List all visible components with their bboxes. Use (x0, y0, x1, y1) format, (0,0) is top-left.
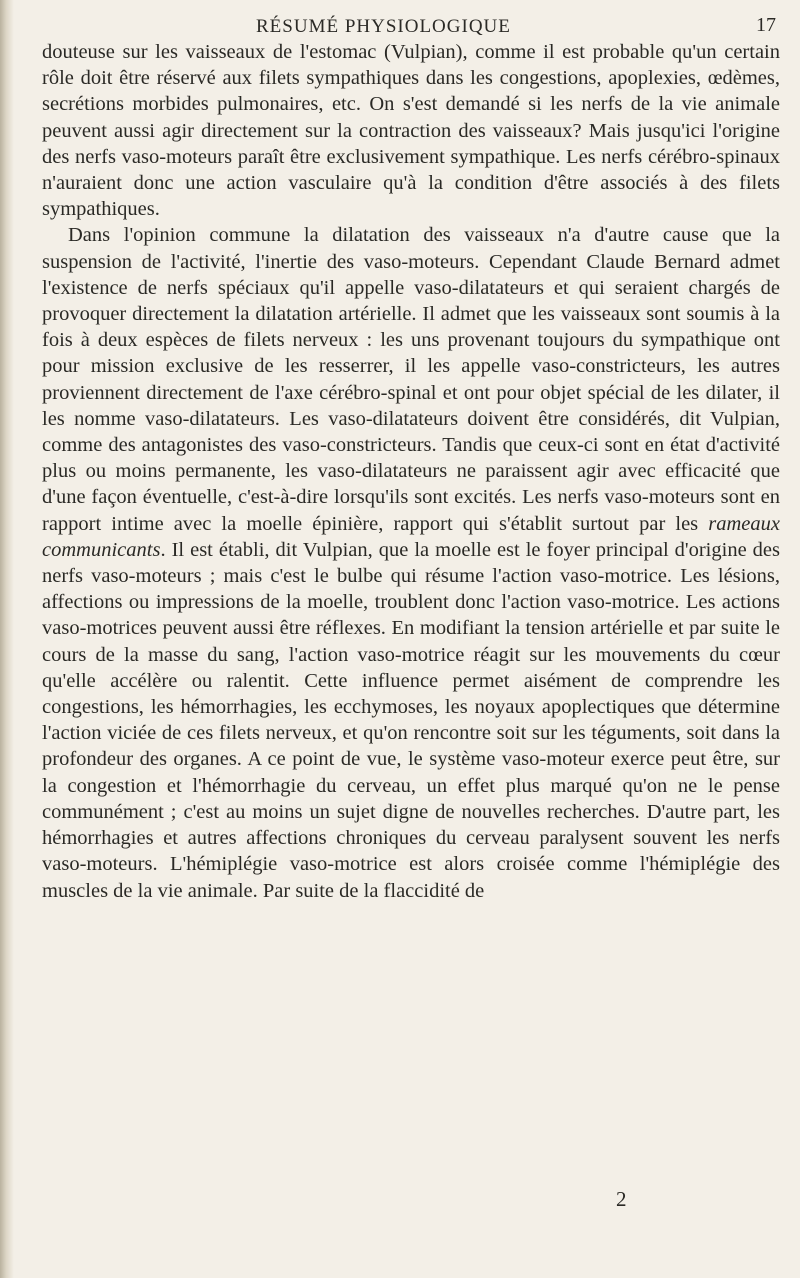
page-header (0, 10, 800, 40)
signature-mark: 2 (616, 1187, 627, 1211)
page-gutter-shadow (0, 0, 14, 1278)
paragraph-2-italic-term: rameaux communicants (42, 512, 780, 561)
running-title: RÉSUMÉ PHYSIOLOGIQUE (256, 16, 511, 37)
paragraph-2-text-start: Dans l'opinion commune la dilatation des vaisseaux n'a d'autre cause que la suspension de l'activité, l'inertie des vaso-moteurs. Cependant Claude Bernard admet l'existence de nerfs spéciaux qu'il appelle vaso-dilatateurs et qui seraient chargés de provoquer directement la dilatation artérielle. Il admet que les vaisseaux sont soumis à la fois à deux espèces de filets nerveux : les uns provenant toujours du sympathique ont pour mission exclusive de les resserrer, il les appelle vaso-constricteurs, les autres proviennent directement de l'axe cérébro-spinal et ont pour objet spécial de les dilater, il les nomme vaso-dilatateurs. Les vaso-dilatateurs doivent être considérés, dit Vulpian, comme des antagonistes des vaso-constricteurs. Tandis que ceux-ci sont en état d'activité plus ou moins permanente, les vaso-dilatateurs ne paraissent agir avec efficacité que d'une façon éventuelle, c'est-à-dire lorsqu'ils sont excités. Les nerfs vaso-moteurs sont en rapport intime avec la moelle épinière, rapport qui s'établit surtout par les (42, 224, 780, 535)
paragraph-1: douteuse sur les vaisseaux de l'estomac (Vulpian), comme il est probable qu'un certain rôle doit être réservé aux filets sympathiques dans les congestions, apoplexies, œdèmes, secrétions morbides pulmonaires, etc. On s'est demandé si les nerfs de la vie animale peuvent aussi agir directement sur la contraction des vaisseaux? Mais jusqu'ici l'origine des nerfs vaso-moteurs paraît être exclusivement sympathique. Les nerfs cérébro-spinaux n'auraient donc une action vasculaire qu'à la condition d'être associés à des filets sympathiques. (42, 41, 780, 221)
page-number: 17 (756, 14, 776, 36)
body-text (42, 39, 780, 904)
paragraph-2 (42, 222, 780, 903)
paragraph-2-text-end: . Il est établi, dit Vulpian, que la moelle est le foyer principal d'origine des nerfs vaso-moteurs ; mais c'est le bulbe qui résume l'action vaso-motrice. Les lésions, affections ou impressions de la moelle, troublent donc l'action vaso-motrice. Les actions vaso-motrices peuvent aussi être réflexes. En modifiant la tension artérielle et par suite le cours de la masse du sang, l'action vaso-motrice réagit sur les mouvements du cœur qu'elle accélère ou ralentit. Cette influence permet aisément de comprendre les congestions, les hémorrhagies, les ecchymoses, les noyaux apoplectiques que détermine l'action viciée de ces filets nerveux, et qu'on rencontre soit sur les téguments, soit dans la profondeur des organes. A ce point de vue, le système vaso-moteur exerce peut être, sur la congestion et l'hémorrhagie du cerveau, un effet plus marqué qu'on ne le pense communément ; c'est au moins un sujet digne de nouvelles recherches. D'autre part, les hémorrhagies et autres affections chroniques du cerveau paralysent souvent les nerfs vaso-moteurs. L'hémiplégie vaso-motrice est alors croisée comme l'hémiplégie des muscles de la vie animale. Par suite de la flaccidité de (42, 538, 780, 902)
